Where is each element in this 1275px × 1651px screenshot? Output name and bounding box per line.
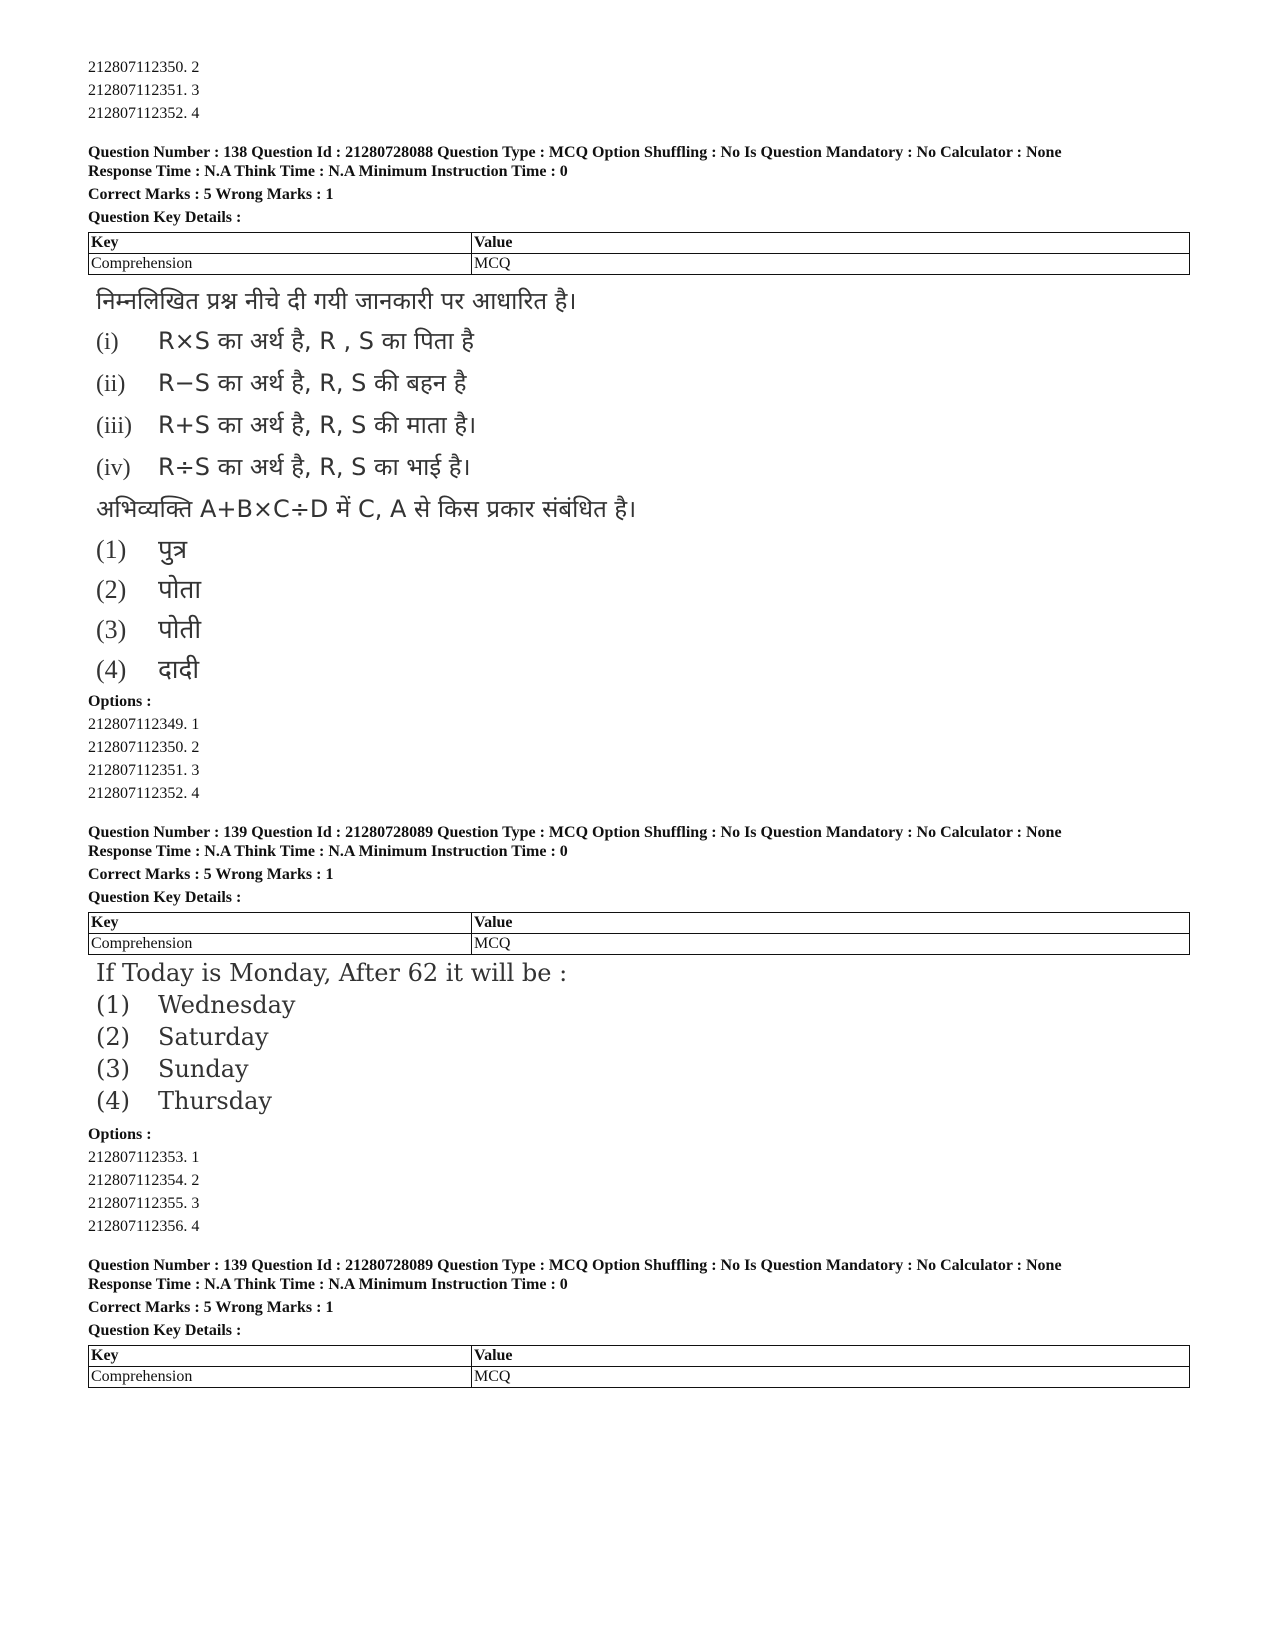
question-body-hindi <box>96 281 1188 690</box>
option-line: 212807112351. 3 <box>88 82 200 99</box>
choice-number: (2) <box>96 1023 130 1051</box>
question-timing: Response Time : N.A Think Time : N.A Minimum Instruction Time : 0 <box>88 1276 568 1293</box>
document-page <box>88 56 1188 1388</box>
table-header-row <box>89 913 1190 934</box>
question-text: अभिव्यक्ति A+B×C÷D में C, A से किस प्रकार संबंधित है। <box>96 495 637 523</box>
rule-row <box>96 363 1188 405</box>
rule-text: R×S का अर्थ है, R , S का पिता है <box>158 327 475 355</box>
table-header-value: Value <box>472 1346 1190 1367</box>
choice-text: Saturday <box>158 1023 269 1051</box>
top-options-list <box>88 56 1188 125</box>
choice-number: (3) <box>96 615 127 644</box>
key-details-label: Question Key Details : <box>88 889 242 906</box>
choice-number: (4) <box>96 655 127 684</box>
rule-text: R−S का अर्थ है, R, S की बहन है <box>158 369 467 397</box>
question-text: If Today is Monday, After 62 it will be : <box>96 959 568 987</box>
option-line: 212807112354. 2 <box>88 1172 200 1189</box>
option-line: 212807112356. 4 <box>88 1218 200 1235</box>
table-header-row <box>89 233 1190 254</box>
rule-text: R+S का अर्थ है, R, S की माता है। <box>158 411 477 439</box>
table-cell-value: MCQ <box>472 1367 1190 1388</box>
table-cell-key: Comprehension <box>89 254 472 275</box>
question-139-block <box>88 823 1188 1238</box>
choice-text: Sunday <box>158 1055 249 1083</box>
rule-number: (i) <box>96 329 119 355</box>
choice-text: Thursday <box>158 1087 272 1115</box>
rule-row <box>96 405 1188 447</box>
question-timing: Response Time : N.A Think Time : N.A Minimum Instruction Time : 0 <box>88 163 568 180</box>
option-line: 212807112350. 2 <box>88 739 200 756</box>
choice-row <box>96 1085 1188 1117</box>
key-details-table <box>88 1345 1190 1388</box>
rule-number: (iv) <box>96 455 131 481</box>
choice-row <box>96 989 1188 1021</box>
question-header: Question Number : 139 Question Id : 21280728089 Question Type : MCQ Option Shuffling : No Is Question Mandatory : No Calculator : None <box>88 824 1062 841</box>
table-cell-key: Comprehension <box>89 1367 472 1388</box>
table-header-row <box>89 1346 1190 1367</box>
choice-text: दादी <box>158 655 200 685</box>
option-line: 212807112355. 3 <box>88 1195 200 1212</box>
option-line: 212807112351. 3 <box>88 762 200 779</box>
choice-number: (1) <box>96 535 127 564</box>
choice-number: (1) <box>96 991 130 1019</box>
choice-number: (3) <box>96 1055 130 1083</box>
question-header: Question Number : 139 Question Id : 21280728089 Question Type : MCQ Option Shuffling : No Is Question Mandatory : No Calculator : None <box>88 1257 1062 1274</box>
question-intro: निम्नलिखित प्रश्न नीचे दी गयी जानकारी पर आधारित है। <box>96 287 577 315</box>
choice-row <box>96 1053 1188 1085</box>
rule-row <box>96 447 1188 489</box>
table-row <box>89 934 1190 955</box>
table-cell-value: MCQ <box>472 934 1190 955</box>
choice-text: पोती <box>158 615 202 645</box>
question-timing: Response Time : N.A Think Time : N.A Minimum Instruction Time : 0 <box>88 843 568 860</box>
choice-row <box>96 610 1188 650</box>
question-header: Question Number : 138 Question Id : 21280728088 Question Type : MCQ Option Shuffling : No Is Question Mandatory : No Calculator : None <box>88 144 1062 161</box>
options-label: Options : <box>88 693 152 710</box>
rule-number: (iii) <box>96 413 132 439</box>
question-marks: Correct Marks : 5 Wrong Marks : 1 <box>88 186 334 203</box>
key-details-table <box>88 912 1190 955</box>
rule-text: R÷S का अर्थ है, R, S का भाई है। <box>158 453 471 481</box>
question-body-english <box>96 957 1188 1117</box>
option-line: 212807112349. 1 <box>88 716 200 733</box>
table-header-key: Key <box>89 913 472 934</box>
table-header-value: Value <box>472 913 1190 934</box>
table-row <box>89 1367 1190 1388</box>
option-line: 212807112352. 4 <box>88 785 200 802</box>
choice-text: पुत्र <box>158 535 188 565</box>
choice-row <box>96 530 1188 570</box>
choice-number: (2) <box>96 575 127 604</box>
key-details-label: Question Key Details : <box>88 209 242 226</box>
table-header-key: Key <box>89 1346 472 1367</box>
rule-row <box>96 321 1188 363</box>
key-details-table <box>88 232 1190 275</box>
table-header-value: Value <box>472 233 1190 254</box>
table-row <box>89 254 1190 275</box>
table-cell-key: Comprehension <box>89 934 472 955</box>
options-label: Options : <box>88 1126 152 1143</box>
question-139-repeat-block <box>88 1256 1188 1388</box>
key-details-label: Question Key Details : <box>88 1322 242 1339</box>
option-line: 212807112353. 1 <box>88 1149 200 1166</box>
option-line: 212807112350. 2 <box>88 59 200 76</box>
choice-text: Wednesday <box>158 991 296 1019</box>
table-header-key: Key <box>89 233 472 254</box>
choice-row <box>96 1021 1188 1053</box>
table-cell-value: MCQ <box>472 254 1190 275</box>
choice-text: पोता <box>158 575 202 605</box>
choice-number: (4) <box>96 1087 130 1115</box>
rule-number: (ii) <box>96 371 126 397</box>
question-marks: Correct Marks : 5 Wrong Marks : 1 <box>88 1299 334 1316</box>
option-line: 212807112352. 4 <box>88 105 200 122</box>
choice-row <box>96 570 1188 610</box>
question-marks: Correct Marks : 5 Wrong Marks : 1 <box>88 866 334 883</box>
choice-row <box>96 650 1188 690</box>
question-138-block <box>88 143 1188 805</box>
